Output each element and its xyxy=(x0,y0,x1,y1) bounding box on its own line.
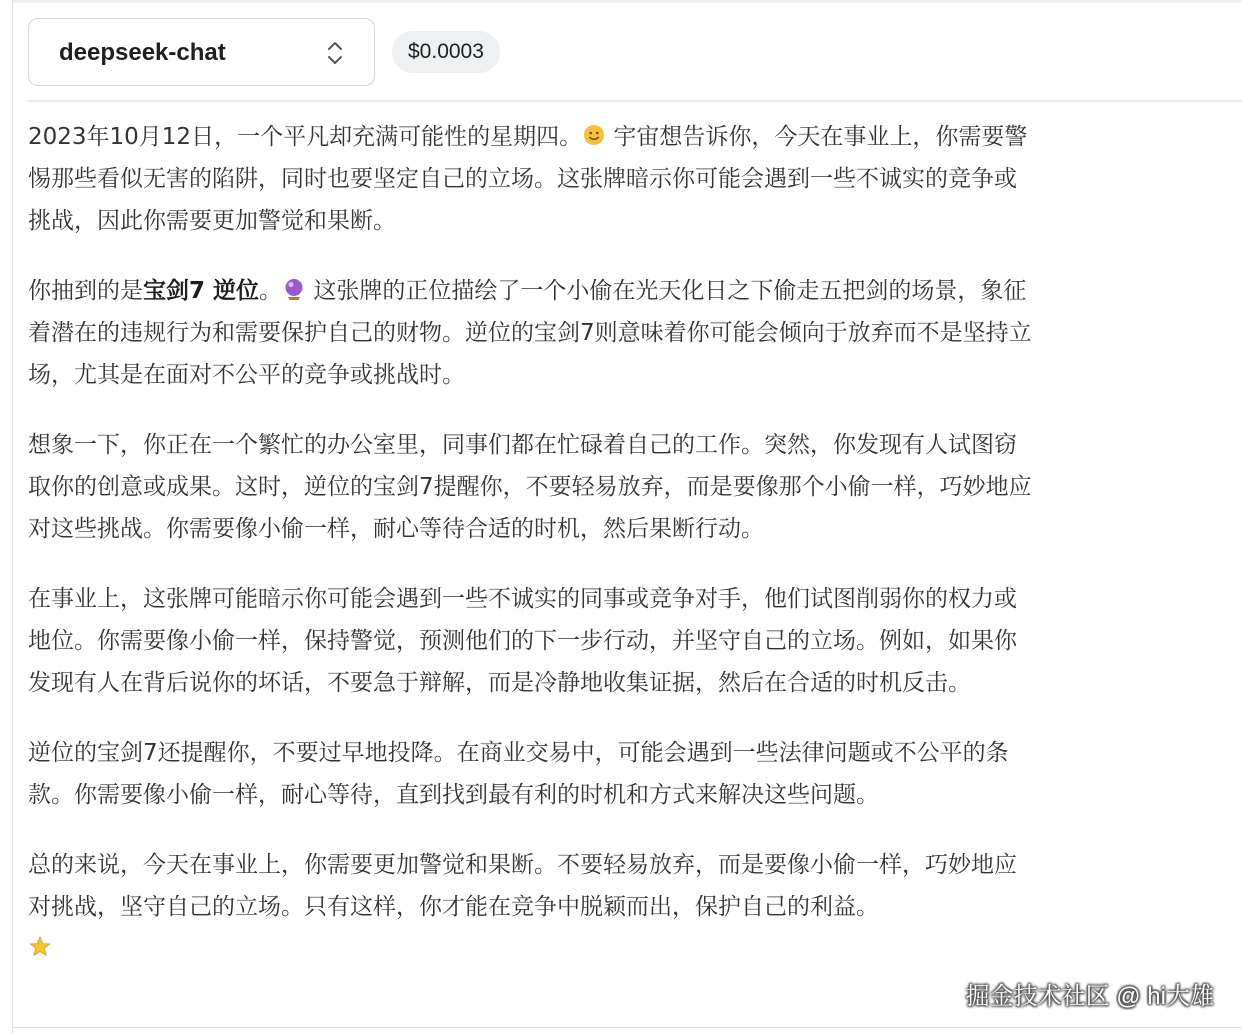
watermark: 掘金技术社区 @ hi大雄 xyxy=(965,983,1214,1010)
frame-left-border xyxy=(12,0,13,1034)
toolbar xyxy=(28,18,1242,88)
header-divider xyxy=(28,100,1242,102)
crystal-ball-icon xyxy=(282,277,306,301)
chevron-up-down-icon xyxy=(326,40,344,66)
frame-top-border xyxy=(12,0,1242,3)
message-paragraph-2: 你抽到的是宝剑7 逆位。 这张牌的正位描绘了一个小偷在光天化日之下偷走五把剑的场景，象征着潜在的违规行为和需要保护自己的财物。逆位的宝剑7则意味着你可能会倾向于放弃而不是坚持立场，尤其是在面对不公平的竞争或挑战时。 xyxy=(28,278,1032,388)
glowing-star-icon xyxy=(28,935,52,959)
message-paragraph-3: 想象一下，你正在一个繁忙的办公室里，同事们都在忙碌着自己的工作。突然，你发现有人试图窃取你的创意或成果。这时，逆位的宝剑7提醒你，不要轻易放弃，而是要像那个小偷一样，巧妙地应对这些挑战。你需要像小偷一样，耐心等待合适的时机，然后果断行动。 xyxy=(28,432,1032,542)
message-paragraph-4: 在事业上，这张牌可能暗示你可能会遇到一些不诚实的同事或竞争对手，他们试图削弱你的权力或地位。你需要像小偷一样，保持警觉，预测他们的下一步行动，并坚守自己的立场。例如，如果你发现有人在背后说你的坏话，不要急于辩解，而是冷静地收集证据，然后在合适的时机反击。 xyxy=(28,586,1017,696)
model-select[interactable] xyxy=(28,18,375,86)
assistant-message xyxy=(28,116,1038,970)
card-name: 宝剑7 逆位 xyxy=(143,278,260,304)
cost-badge: $0.0003 xyxy=(392,31,500,73)
message-paragraph-5: 逆位的宝剑7还提醒你，不要过早地投降。在商业交易中，可能会遇到一些法律问题或不公平的条款。你需要像小偷一样，耐心等待，直到找到最有利的时机和方式来解决这些问题。 xyxy=(28,740,1009,808)
message-paragraph-6: 总的来说，今天在事业上，你需要更加警觉和果断。不要轻易放弃，而是要像小偷一样，巧妙地应对挑战，坚守自己的立场。只有这样，你才能在竞争中脱颖而出，保护自己的利益。 xyxy=(28,844,1038,970)
message-paragraph-1: 2023年10月12日，一个平凡却充满可能性的星期四。 宇宙想告诉你，今天在事业上，你需要警惕那些看似无害的陷阱，同时也要坚定自己的立场。这张牌暗示你可能会遇到一些不诚实的竞争或挑战，因此你需要更加警觉和果断。 xyxy=(28,124,1028,234)
frame-bottom-border xyxy=(12,1027,1242,1028)
slightly-smiling-face-icon xyxy=(582,123,606,147)
model-select-value: deepseek-chat xyxy=(59,39,226,66)
